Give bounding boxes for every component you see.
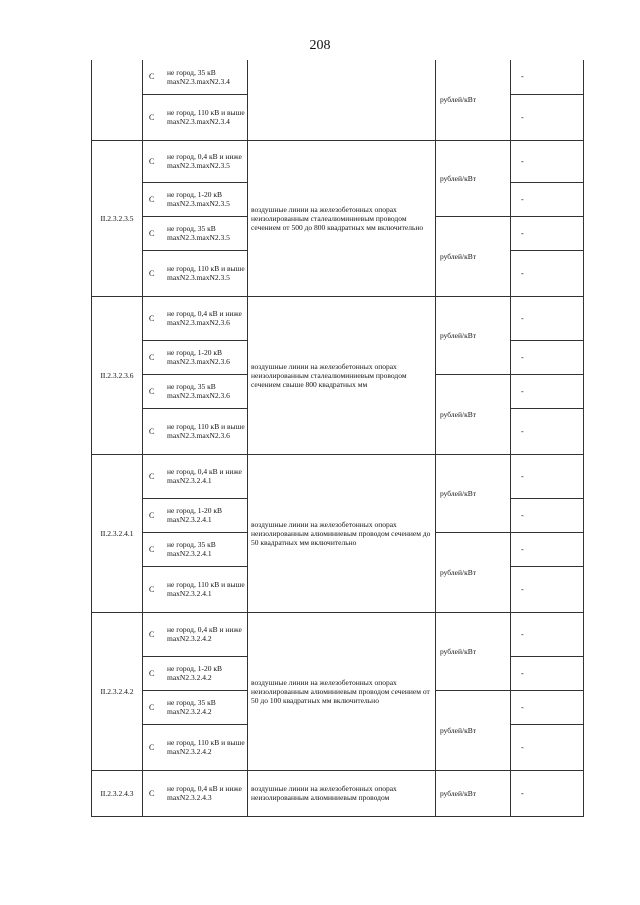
category-letter: С xyxy=(149,471,155,481)
voltage-text: не город, 110 кВ и выше maxN2.3.2.4.1 xyxy=(167,580,245,598)
value-cell xyxy=(511,250,584,296)
value-dash: - xyxy=(521,471,524,481)
line-description: воздушные линии на железобетонных опорах неизолированным алюминиевым проводом сечением до 50 квадратных мм включительно xyxy=(248,454,436,612)
value-cell xyxy=(511,454,584,498)
value-cell xyxy=(511,296,584,340)
category-letter: С xyxy=(149,313,155,323)
row-code xyxy=(92,60,143,140)
voltage-cell xyxy=(143,408,248,454)
voltage-text: не город, 110 кВ и выше maxN2.3.maxN2.3.4 xyxy=(167,108,245,126)
category-letter: С xyxy=(149,426,155,436)
value-dash: - xyxy=(521,544,524,554)
voltage-cell xyxy=(143,690,248,724)
row-code: II.2.3.2.4.2 xyxy=(92,612,143,770)
row-code: II.2.3.2.4.3 xyxy=(92,770,143,816)
voltage-text: не город, 0,4 кВ и ниже maxN2.3.maxN2.3.5 xyxy=(167,152,242,170)
value-dash: - xyxy=(521,72,524,82)
table-row xyxy=(92,140,584,182)
voltage-cell xyxy=(143,454,248,498)
value-dash: - xyxy=(521,629,524,639)
row-code: II.2.3.2.4.1 xyxy=(92,454,143,612)
table-row xyxy=(92,612,584,656)
value-cell xyxy=(511,690,584,724)
voltage-cell xyxy=(143,374,248,408)
value-cell xyxy=(511,94,584,140)
category-letter: С xyxy=(149,386,155,396)
voltage-text: не город, 35 кВ maxN2.3.maxN2.3.4 xyxy=(167,67,230,86)
value-cell xyxy=(511,724,584,770)
category-letter: С xyxy=(149,742,155,752)
voltage-cell xyxy=(143,498,248,532)
category-letter: С xyxy=(149,544,155,554)
value-dash: - xyxy=(521,788,524,798)
voltage-text: не город, 0,4 кВ и ниже maxN2.3.2.4.1 xyxy=(167,467,242,485)
voltage-text: не город, 35 кВ maxN2.3.2.4.2 xyxy=(167,698,216,716)
category-letter: С xyxy=(149,228,155,238)
voltage-cell xyxy=(143,182,248,216)
category-letter: С xyxy=(149,72,155,82)
line-description xyxy=(248,60,436,140)
value-cell xyxy=(511,408,584,454)
voltage-text: не город, 1-20 кВ maxN2.3.2.4.2 xyxy=(167,664,222,682)
unit-cell: рублей/кВт xyxy=(436,690,511,770)
value-cell xyxy=(511,612,584,656)
unit-cell: рублей/кВт xyxy=(436,140,511,216)
value-dash: - xyxy=(521,352,524,362)
unit-cell: рублей/кВт xyxy=(436,532,511,612)
voltage-text: не город, 35 кВ maxN2.3.maxN2.3.6 xyxy=(167,382,230,400)
voltage-text: не город, 110 кВ и выше maxN2.3.2.4.2 xyxy=(167,738,245,756)
value-cell xyxy=(511,60,584,94)
category-letter: С xyxy=(149,629,155,639)
unit-cell: рублей/кВт xyxy=(436,454,511,532)
value-dash: - xyxy=(521,668,524,678)
unit-cell: рублей/кВт xyxy=(436,296,511,374)
row-code: II.2.3.2.3.5 xyxy=(92,140,143,296)
voltage-text: не город, 35 кВ maxN2.3.maxN2.3.5 xyxy=(167,224,230,242)
value-cell xyxy=(511,532,584,566)
unit-cell: рублей/кВт xyxy=(436,612,511,690)
category-letter: С xyxy=(149,788,155,798)
voltage-cell xyxy=(143,296,248,340)
value-dash: - xyxy=(521,156,524,166)
voltage-text: не город, 110 кВ и выше maxN2.3.maxN2.3.5 xyxy=(167,264,245,282)
table-row xyxy=(92,296,584,340)
value-dash: - xyxy=(521,268,524,278)
voltage-cell xyxy=(143,340,248,374)
value-dash: - xyxy=(521,510,524,520)
voltage-text: не город, 0,4 кВ и ниже maxN2.3.2.4.3 xyxy=(167,784,242,802)
category-letter: С xyxy=(149,584,155,594)
value-cell xyxy=(511,340,584,374)
value-cell xyxy=(511,140,584,182)
value-cell xyxy=(511,216,584,250)
voltage-cell xyxy=(143,60,248,94)
voltage-text: не город, 1-20 кВ maxN2.3.maxN2.3.6 xyxy=(167,348,230,366)
table-row xyxy=(92,60,584,94)
unit-cell: рублей/кВт xyxy=(436,374,511,454)
value-cell xyxy=(511,182,584,216)
table-row xyxy=(92,454,584,498)
value-cell xyxy=(511,374,584,408)
tariff-table xyxy=(91,60,584,817)
value-dash: - xyxy=(521,742,524,752)
value-dash: - xyxy=(521,112,524,122)
voltage-text: не город, 110 кВ и выше maxN2.3.maxN2.3.6 xyxy=(167,422,245,440)
category-letter: С xyxy=(149,668,155,678)
voltage-cell xyxy=(143,250,248,296)
voltage-text: не город, 1-20 кВ maxN2.3.maxN2.3.5 xyxy=(167,190,230,208)
category-letter: С xyxy=(149,510,155,520)
value-dash: - xyxy=(521,313,524,323)
unit-cell: рублей/кВт xyxy=(436,60,511,140)
value-dash: - xyxy=(521,584,524,594)
voltage-text: не город, 35 кВ maxN2.3.2.4.1 xyxy=(167,540,216,558)
voltage-cell xyxy=(143,94,248,140)
value-dash: - xyxy=(521,386,524,396)
unit-cell: рублей/кВт xyxy=(436,216,511,296)
value-cell xyxy=(511,498,584,532)
category-letter: С xyxy=(149,352,155,362)
voltage-cell xyxy=(143,216,248,250)
value-dash: - xyxy=(521,426,524,436)
voltage-cell xyxy=(143,770,248,816)
category-letter: С xyxy=(149,112,155,122)
page-number: 208 xyxy=(309,38,331,53)
voltage-cell xyxy=(143,532,248,566)
category-letter: С xyxy=(149,702,155,712)
value-cell xyxy=(511,566,584,612)
voltage-cell xyxy=(143,724,248,770)
voltage-cell xyxy=(143,612,248,656)
line-description: воздушные линии на железобетонных опорах неизолированным сталеалюминиевым проводом сечением свыше 800 квадратных мм xyxy=(248,296,436,454)
category-letter: С xyxy=(149,156,155,166)
value-cell xyxy=(511,656,584,690)
voltage-cell xyxy=(143,566,248,612)
voltage-text: не город, 0,4 кВ и ниже maxN2.3.2.4.2 xyxy=(167,625,242,643)
unit-cell: рублей/кВт xyxy=(436,770,511,816)
value-dash: - xyxy=(521,194,524,204)
value-cell xyxy=(511,770,584,816)
voltage-text: не город, 0,4 кВ и ниже maxN2.3.maxN2.3.6 xyxy=(167,309,242,327)
line-description: воздушные линии на железобетонных опорах неизолированным алюминиевым проводом сечением от 50 до 100 квадратных мм включительно xyxy=(248,612,436,770)
line-description: воздушные линии на железобетонных опорах неизолированным алюминиевым проводом xyxy=(248,770,436,816)
row-code: II.2.3.2.3.6 xyxy=(92,296,143,454)
value-dash: - xyxy=(521,702,524,712)
category-letter: С xyxy=(149,268,155,278)
value-dash: - xyxy=(521,228,524,238)
voltage-cell xyxy=(143,140,248,182)
voltage-cell xyxy=(143,656,248,690)
voltage-text: не город, 1-20 кВ maxN2.3.2.4.1 xyxy=(167,506,222,524)
table-row xyxy=(92,770,584,816)
category-letter: С xyxy=(149,194,155,204)
line-description: воздушные линии на железобетонных опорах неизолированным сталеалюминиевым проводом сечением от 500 до 800 квадратных мм включительно xyxy=(248,140,436,296)
